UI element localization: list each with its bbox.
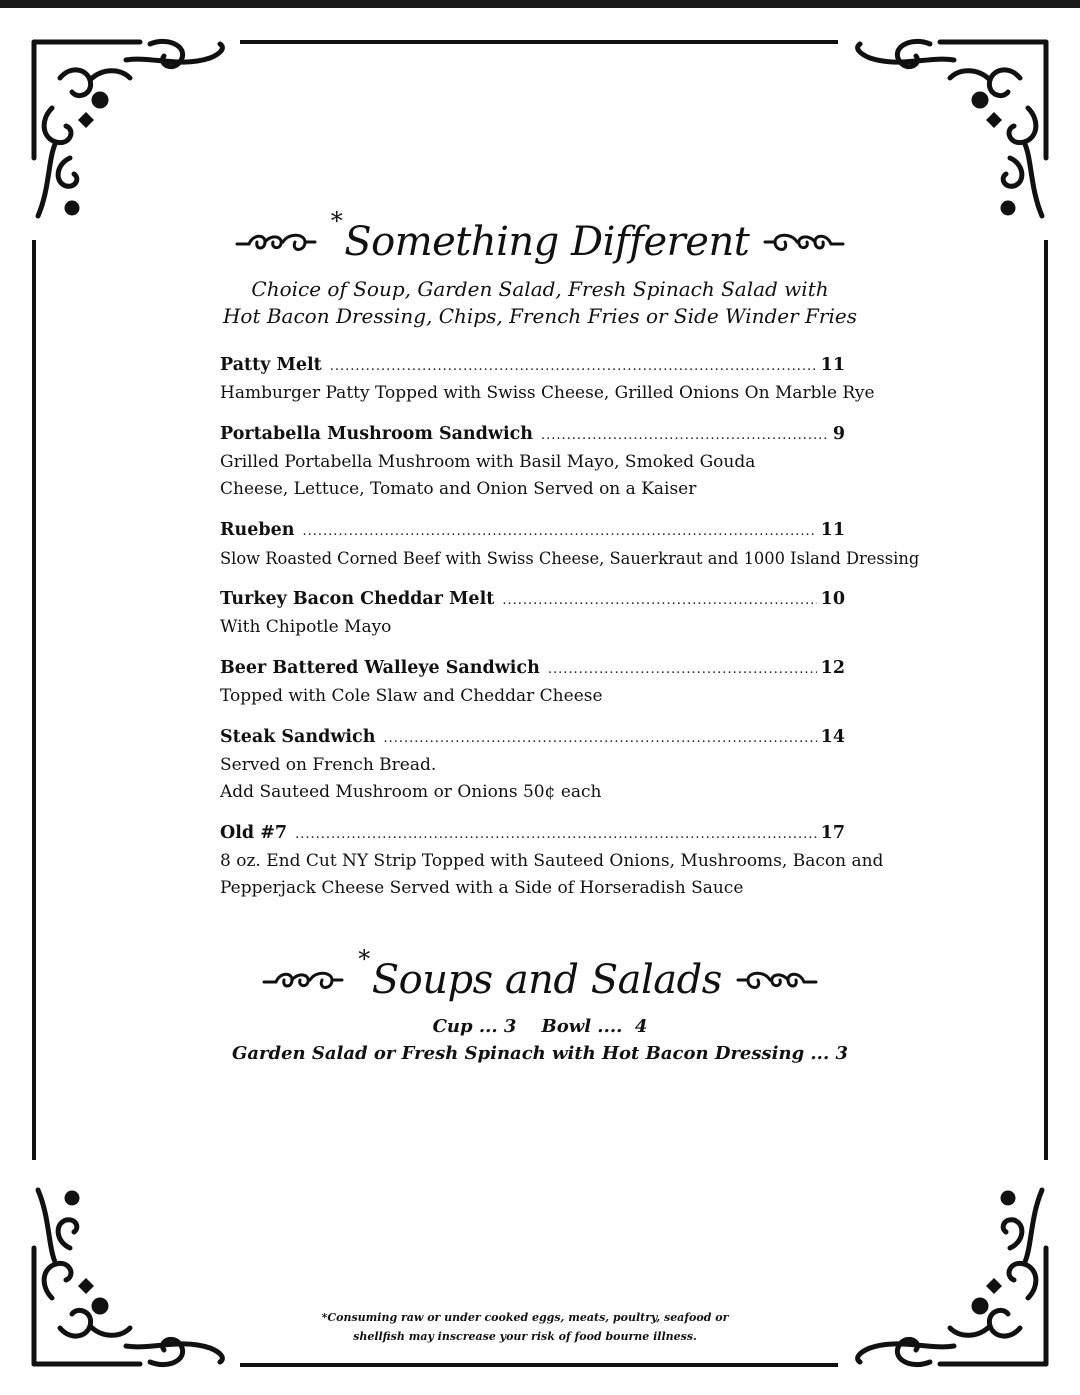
menu-item-name: Old #7: [220, 823, 288, 843]
menu-item-name: Beer Battered Walleye Sandwich: [220, 658, 540, 678]
menu-item-header: [220, 724, 845, 752]
menu-item-description: Add Sauteed Mushroom or Onions 50¢ each: [220, 782, 602, 802]
soups-salads-prices: [0, 1013, 1080, 1067]
border-top-line: [240, 40, 838, 44]
section-subtitle: [0, 276, 1080, 330]
dot-leader: [548, 657, 817, 683]
menu-item-old-7: [220, 820, 900, 902]
menu-item-header: [220, 586, 845, 614]
menu-item-description: Topped with Cole Slaw and Cheddar Cheese: [220, 686, 603, 706]
corner-flourish-icon: [850, 38, 1050, 238]
menu-item-description: With Chipotle Mayo: [220, 617, 392, 637]
dot-leader: [303, 519, 817, 545]
menu-item-walleye: [220, 655, 900, 710]
menu-item-header: [220, 655, 845, 683]
menu-item-rueben: [220, 517, 920, 572]
menu-item-description: Hamburger Patty Topped with Swiss Cheese, Grilled Onions On Marble Rye: [220, 383, 875, 403]
salad-price-line: Garden Salad or Fresh Spinach with Hot Bacon Dressing ... 3: [231, 1043, 849, 1064]
corner-flourish-icon: [30, 38, 230, 238]
menu-item-header: [220, 517, 845, 545]
title-flourish-icon: [736, 968, 818, 992]
menu-item-header: [220, 352, 845, 380]
asterisk: *: [330, 207, 343, 235]
menu-item-price: 11: [820, 520, 845, 540]
menu-item-name: Rueben: [220, 520, 295, 540]
consumer-advisory-footnote: [0, 1308, 1050, 1346]
menu-item-header: [220, 820, 845, 848]
menu-item-name: Patty Melt: [220, 355, 322, 375]
title-flourish-icon: [763, 230, 845, 254]
dot-leader: [383, 726, 816, 752]
menu-item-turkey-bacon-cheddar-melt: [220, 586, 900, 641]
title-text: Something Different: [344, 219, 750, 265]
menu-item-header: [220, 421, 845, 449]
menu-list: [220, 352, 920, 916]
menu-item-description: Served on French Bread.: [220, 755, 437, 775]
top-edge-bar: [0, 0, 1080, 8]
title-flourish-icon: [262, 968, 344, 992]
dot-leader: [502, 588, 816, 614]
border-bottom-line: [240, 1363, 838, 1367]
menu-item-price: 14: [820, 727, 845, 747]
section-title-something-different: [0, 207, 1080, 272]
footnote-line-1: *Consuming raw or under cooked eggs, meats, poultry, seafood or: [321, 1311, 729, 1324]
menu-item-description: Slow Roasted Corned Beef with Swiss Cheese, Sauerkraut and 1000 Island Dressing: [220, 549, 920, 568]
subtitle-line-2: Hot Bacon Dressing, Chips, French Fries or Side Winder Fries: [222, 304, 857, 328]
dot-leader: [295, 822, 817, 848]
menu-item-price: 12: [820, 658, 845, 678]
footnote-line-2: shellfish may inscrease your risk of food bourne illness.: [353, 1330, 697, 1343]
dot-leader: [541, 423, 829, 449]
menu-item-portabella: [220, 421, 900, 503]
dot-leader: [330, 354, 817, 380]
cup-bowl-prices: Cup ... 3 Bowl .... 4: [432, 1016, 648, 1037]
menu-item-price: 9: [832, 424, 845, 444]
menu-item-patty-melt: [220, 352, 900, 407]
section-title-text: [330, 207, 750, 265]
section-title-text: [358, 945, 722, 1003]
menu-item-name: Steak Sandwich: [220, 727, 376, 747]
title-flourish-icon: [235, 230, 317, 254]
section-title-soups-and-salads: [0, 945, 1080, 1010]
menu-item-description: Cheese, Lettuce, Tomato and Onion Served on a Kaiser: [220, 479, 697, 499]
menu-item-price: 10: [820, 589, 845, 609]
asterisk: *: [358, 945, 370, 973]
subtitle-line-1: Choice of Soup, Garden Salad, Fresh Spinach Salad with: [251, 277, 829, 301]
menu-item-name: Portabella Mushroom Sandwich: [220, 424, 533, 444]
menu-item-description: 8 oz. End Cut NY Strip Topped with Sauteed Onions, Mushrooms, Bacon and: [220, 851, 884, 871]
menu-item-name: Turkey Bacon Cheddar Melt: [220, 589, 495, 609]
title-text: Soups and Salads: [371, 957, 722, 1003]
menu-item-description: Grilled Portabella Mushroom with Basil Mayo, Smoked Gouda: [220, 452, 756, 472]
menu-item-description: Pepperjack Cheese Served with a Side of Horseradish Sauce: [220, 878, 744, 898]
menu-item-price: 17: [820, 823, 845, 843]
menu-item-price: 11: [820, 355, 845, 375]
menu-item-steak-sandwich: [220, 724, 900, 806]
